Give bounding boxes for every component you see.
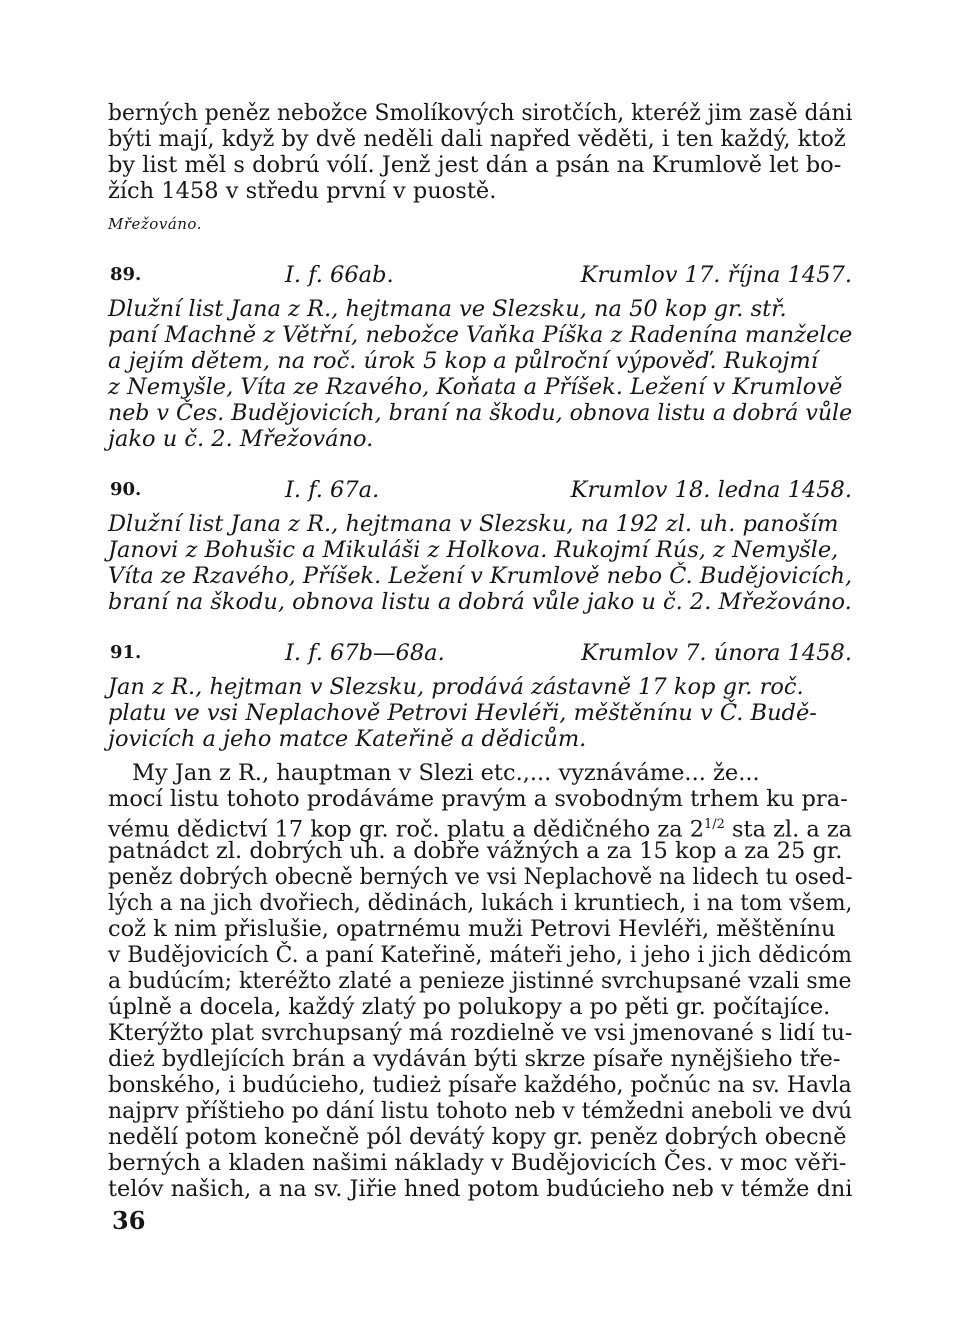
page-number: 36	[112, 1206, 146, 1235]
text-line: a jejím dětem, na roč. úrok 5 kop a půlroční výpověď. Rukojmí	[108, 348, 818, 374]
text-line: žích 1458 v středu první v puostě.	[108, 178, 497, 204]
text-line: braní na škodu, obnova listu a dobrá vůle jako u č. 2. Mřežováno.	[108, 589, 852, 615]
text-line: Dlužní list Jana z R., hejtmana v Slezsku, na 192 zl. uh. panoším	[108, 511, 839, 537]
entry-place-date: Krumlov 18. ledna 1458.	[570, 477, 852, 503]
text-line: patnádct zl. dobrých uh. a dobře vážných a za 15 kop a za 25 gr.	[108, 838, 843, 864]
text-line: v Budějovicích Č. a paní Kateřině, máteři jeho, i jeho i jich dědicóm	[108, 942, 852, 968]
entry-number: 90.	[110, 479, 142, 500]
text-line: úplně a docela, každý zlatý po polukopy a po pěti gr. počítajíce.	[108, 994, 831, 1020]
text-line: paní Machně z Větřní, nebožce Vaňka Píška z Radenína manželce	[108, 322, 853, 348]
text-segment: sta zl. a za	[724, 816, 853, 843]
text-line: Jan z R., hejtman v Slezsku, prodává zástavně 17 kop gr. roč.	[108, 674, 804, 700]
text-line	[108, 812, 853, 843]
entry-90-abstract	[108, 511, 852, 615]
entry-reference: I. f. 67a.	[285, 477, 380, 503]
entry-place-date: Krumlov 7. února 1458.	[581, 640, 852, 666]
entry-89-abstract	[108, 296, 852, 452]
text-line: Víta ze Rzavého, Příšek. Ležení v Krumlově nebo Č. Budějovicích,	[108, 563, 853, 589]
text-line: dież bydlejících brán a vydáván býti skrze písaře nynějšieho tře-	[108, 1046, 841, 1072]
text-line: jako u č. 2. Mřežováno.	[108, 426, 374, 452]
text-line: mocí listu tohoto prodáváme pravým a svobodným trhem ku pra-	[108, 786, 848, 812]
entry-reference: I. f. 67b—68a.	[285, 640, 445, 666]
charter-text	[108, 760, 852, 1202]
text-line: by list měl s dobrú vólí. Jenž jest dán a psán na Krumlově let bo-	[108, 152, 842, 178]
entry-91-abstract	[108, 674, 852, 752]
text-line: telóv našich, a na sv. Jiřie hned potom budúcieho neb v témže dni	[108, 1176, 853, 1202]
text-line: My Jan z R., hauptman v Slezi etc.,... vyznáváme... že...	[132, 760, 760, 786]
text-line: jovicích a jeho matce Kateřině a dědicům.	[108, 726, 587, 752]
text-line: Janovi z Bohušic a Mikuláši z Holkova. Rukojmí Rús, z Nemyšle,	[108, 537, 839, 563]
intro-note: Mřežováno.	[108, 215, 202, 233]
text-line: Kterýžto plat svrchupsaný má rozdielně ve vsi jmenované s lidí tu-	[108, 1020, 853, 1046]
text-line: neb v Čes. Budějovicích, braní na škodu, obnova listu a dobrá vůle	[108, 400, 853, 426]
fraction: 1/2	[704, 817, 725, 832]
intro-paragraph	[108, 100, 852, 204]
entry-90-header	[108, 477, 852, 503]
text-segment: vému dědictví 17 kop gr. roč. platu a dědičného za 2	[108, 816, 705, 843]
entry-89-header	[108, 262, 852, 288]
text-line: což k nim přislušie, opatrnému muži Petrovi Hevléři, měštěnínu	[108, 916, 836, 942]
text-line: platu ve vsi Neplachově Petrovi Hevléři, měštěnínu v Č. Budě-	[108, 700, 817, 726]
entry-91-header	[108, 640, 852, 666]
text-line: berných a kladen našimi náklady v Budějovicích Čes. v moc věři-	[108, 1150, 847, 1176]
text-line: berných peněz nebožce Smolíkových sirotčích, kteréž jim zasě dáni	[108, 100, 853, 126]
entry-number: 89.	[110, 264, 142, 285]
text-line: bonského, i budúcieho, tudież písaře každého, počnúc na sv. Havla	[108, 1072, 852, 1098]
entry-reference: I. f. 66ab.	[285, 262, 394, 288]
text-line: z Nemyšle, Víta ze Rzavého, Koňata a Příšek. Ležení v Krumlově	[108, 374, 843, 400]
text-line: najprv příštieho po dání listu tohoto neb v témžedni aneboli ve dvú	[108, 1098, 853, 1124]
text-line: býti mají, když by dvě neděli dali napřed věděti, i ten každý, ktož	[108, 126, 846, 152]
entry-number: 91.	[110, 642, 142, 663]
text-line: lých a na jich dvořiech, dědinách, lukách i kruntiech, i na tom všem,	[108, 890, 853, 916]
text-line: a budúcím; kteréžto zlaté a penieze jistinné svrchupsané vzali sme	[108, 968, 852, 994]
text-line: Dlužní list Jana z R., hejtmana ve Slezsku, na 50 kop gr. stř.	[108, 296, 787, 322]
text-line: nedělí potom konečně pól devátý kopy gr. peněz dobrých obecně	[108, 1124, 847, 1150]
entry-place-date: Krumlov 17. října 1457.	[580, 262, 852, 288]
text-line: peněz dobrých obecně berných ve vsi Neplachově na lidech tu osed-	[108, 864, 853, 890]
